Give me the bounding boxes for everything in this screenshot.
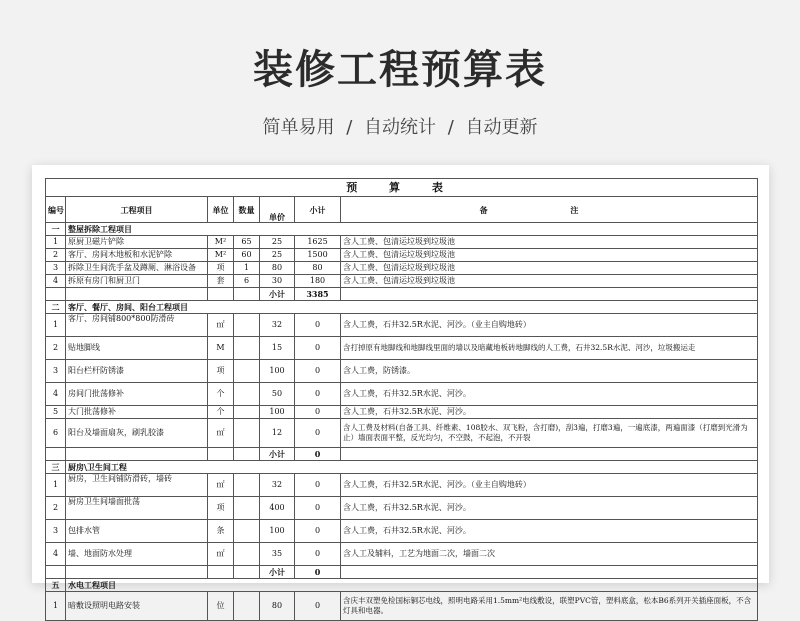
cell-remark: 含人工费，石井32.5R水泥、河沙。 [341,520,758,543]
cell-item: 房间门批荡修补 [66,383,208,406]
section-row [46,223,758,236]
section-name: 厨房\卫生间工程 [66,461,758,474]
cell-qty: 60 [234,249,260,262]
cell-subtotal: 180 [295,275,341,288]
cell-remark: 含人工费、包清运垃圾到垃圾池 [341,249,758,262]
cell-remark: 含人工费，石井32.5R水泥、河沙。 [341,383,758,406]
section-name: 客厅、餐厅、房间、阳台工程项目 [66,301,758,314]
cell-subtotal: 0 [295,543,341,566]
table-row [46,262,758,275]
cell-qty: 6 [234,275,260,288]
cell-qty [234,406,260,419]
cell-item: 客厅、房间木地板和水泥铲除 [66,249,208,262]
cell-item: 原厨卫磁片铲除 [66,236,208,249]
cell-price: 25 [260,236,295,249]
cell-item: 暗敷设照明电路安装 [66,592,208,621]
cell-subtotal: 0 [295,592,341,621]
cell-remark: 含庆丰双塑免检国标铜芯电线，照明电路采用1.5mm²电线敷设，联塑PVC管，塑料底盒，松本B6系列开关插座面板，不含灯具和电器。 [341,592,758,621]
cell-no: 2 [46,249,66,262]
section-row [46,579,758,592]
cell-remark: 含人工费、包清运垃圾到垃圾池 [341,236,758,249]
cell-unit: 项 [208,262,234,275]
cell-unit: 位 [208,592,234,621]
cell-remark: 含人工费、包清运垃圾到垃圾池 [341,262,758,275]
table-row [46,520,758,543]
cell-price: 400 [260,497,295,520]
cell-unit: M [208,337,234,360]
cell-price: 30 [260,275,295,288]
header-remark: 备 注 [341,197,758,223]
cell-item: 贴地脚线 [66,337,208,360]
section-no: 三 [46,461,66,474]
cell-no: 1 [46,474,66,497]
cell-remark: 含人工费，石井32.5R水泥、河沙。 [341,497,758,520]
cell-qty [234,383,260,406]
cell-no: 6 [46,419,66,448]
section-name: 水电工程项目 [66,579,758,592]
subtotal-row [46,288,758,301]
cell-price: 80 [260,262,295,275]
cell-remark: 含打掉原有地脚线和地脚线里面的墙以及暗藏地板砖地脚线的人工费，石井32.5R水泥、河沙，垃圾搬运走 [341,337,758,360]
subtotal-value: 0 [295,448,341,461]
subtotal-label: 小计 [260,288,295,301]
cell-unit: 个 [208,406,234,419]
cell-remark: 含人工费、包清运垃圾到垃圾池 [341,275,758,288]
cell-item: 拆原有房门和厨卫门 [66,275,208,288]
subtotal-value: 0 [295,566,341,579]
cell-unit: 项 [208,497,234,520]
cell-qty [234,337,260,360]
cell-unit: 条 [208,520,234,543]
cell-qty [234,592,260,621]
cell-item: 客厅、房间铺800*800防滑砖 [66,314,208,337]
header-subtotal: 小计 [295,197,341,223]
cell-qty [234,520,260,543]
cell-subtotal: 0 [295,497,341,520]
table-row [46,360,758,383]
cell-price: 100 [260,406,295,419]
cell-remark: 含人工费，防锈漆。 [341,360,758,383]
cell-unit: 项 [208,360,234,383]
cell-subtotal: 0 [295,419,341,448]
subtotal-row [46,566,758,579]
cell-subtotal: 0 [295,314,341,337]
page-title: 装修工程预算表 [253,47,547,93]
cell-unit: M² [208,249,234,262]
table-row [46,592,758,621]
subtotal-value: 3385 [295,288,341,301]
budget-table [45,178,758,621]
cell-item: 大门批荡修补 [66,406,208,419]
table-row [46,275,758,288]
table-row [46,337,758,360]
cell-item: 厨房卫生间墙面批荡 [66,497,208,520]
cell-subtotal: 1625 [295,236,341,249]
cell-qty: 1 [234,262,260,275]
header-price: 单价 [260,197,295,223]
cell-price: 12 [260,419,295,448]
cell-no: 1 [46,314,66,337]
table-row [46,236,758,249]
cell-remark: 含人工费及材料(自备工具、纤维素、108胶水、双飞粉，含打磨)，刮3遍，打磨3遍，一遍底漆，两遍面漆（打磨到光滑为止）墙面表面平整，反光均匀，不空鼓，不起泡，不开裂 [341,419,758,448]
cell-no: 3 [46,262,66,275]
section-no: 一 [46,223,66,236]
cell-price: 80 [260,592,295,621]
header-qty: 数量 [234,197,260,223]
cell-unit: 套 [208,275,234,288]
cell-subtotal: 0 [295,383,341,406]
cell-no: 2 [46,497,66,520]
cell-unit: M² [208,236,234,249]
header-item: 工程项目 [66,197,208,223]
cell-price: 100 [260,520,295,543]
subtotal-label: 小计 [260,566,295,579]
cell-price: 15 [260,337,295,360]
cell-no: 3 [46,360,66,383]
cell-qty [234,314,260,337]
cell-no: 4 [46,275,66,288]
cell-price: 32 [260,314,295,337]
header-unit: 单位 [208,197,234,223]
cell-item: 阳台栏杆防锈漆 [66,360,208,383]
cell-unit: ㎡ [208,314,234,337]
table-row [46,497,758,520]
cell-item: 墙、地面防水处理 [66,543,208,566]
cell-qty [234,360,260,383]
cell-subtotal: 0 [295,360,341,383]
cell-price: 32 [260,474,295,497]
table-row [46,406,758,419]
cell-remark: 含人工费，石井32.5R水泥、河沙。 [341,406,758,419]
cell-price: 35 [260,543,295,566]
cell-item: 包排水管 [66,520,208,543]
header-no: 编号 [46,197,66,223]
cell-qty [234,419,260,448]
cell-item: 厨房，卫生间铺防滑砖，墙砖 [66,474,208,497]
table-row [46,314,758,337]
cell-subtotal: 0 [295,406,341,419]
cell-unit: ㎡ [208,474,234,497]
cell-price: 100 [260,360,295,383]
section-row [46,461,758,474]
cell-no: 4 [46,543,66,566]
table-title: 预 算 表 [46,179,758,197]
cell-subtotal: 0 [295,337,341,360]
table-row [46,474,758,497]
cell-qty [234,474,260,497]
cell-remark: 含人工费，石井32.5R水泥、河沙。（业主自购地砖） [341,314,758,337]
cell-no: 2 [46,337,66,360]
cell-no: 3 [46,520,66,543]
cell-remark: 含人工及辅料，工艺为地面二次，墙面二次 [341,543,758,566]
section-no: 二 [46,301,66,314]
cell-subtotal: 0 [295,520,341,543]
table-row [46,419,758,448]
cell-qty [234,497,260,520]
section-name: 整屋拆除工程项目 [66,223,758,236]
cell-subtotal: 0 [295,474,341,497]
section-row [46,301,758,314]
cell-no: 4 [46,383,66,406]
budget-sheet [32,165,769,615]
subtotal-label: 小计 [260,448,295,461]
cell-item: 阳台及墙面扇灰，刷乳胶漆 [66,419,208,448]
cell-remark: 含人工费，石井32.5R水泥、河沙。（业主自购地砖） [341,474,758,497]
cell-qty: 65 [234,236,260,249]
cell-no: 1 [46,592,66,621]
cell-subtotal: 1500 [295,249,341,262]
cell-no: 5 [46,406,66,419]
cell-price: 25 [260,249,295,262]
table-row [46,543,758,566]
cell-unit: 个 [208,383,234,406]
table-row [46,383,758,406]
page-subtitle: 简单易用 / 自动统计 / 自动更新 [262,117,538,138]
cell-price: 50 [260,383,295,406]
cell-item: 拆除卫生间洗手盆及蹲厕、淋浴设备 [66,262,208,275]
section-no: 五 [46,579,66,592]
table-row [46,249,758,262]
cell-unit: ㎡ [208,419,234,448]
cell-no: 1 [46,236,66,249]
cell-unit: ㎡ [208,543,234,566]
cell-qty [234,543,260,566]
cell-subtotal: 80 [295,262,341,275]
subtotal-row [46,448,758,461]
